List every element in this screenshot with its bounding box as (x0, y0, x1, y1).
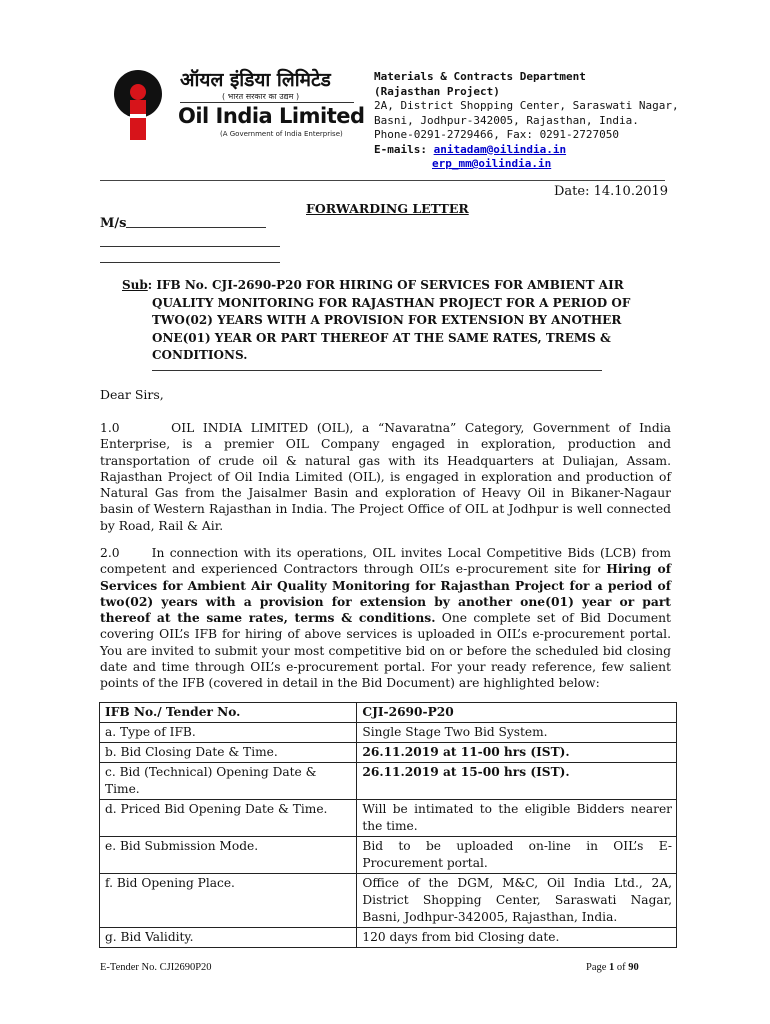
subject-first-line (122, 277, 642, 295)
subject-label: Sub (122, 278, 148, 292)
table-cell-label: f. Bid Opening Place. (100, 874, 357, 928)
letter-date: Date: 14.10.2019 (554, 184, 669, 199)
table-cell-value: 26.11.2019 at 11-00 hrs (IST). (357, 743, 677, 763)
footer-tender-no: E-Tender No. CJI2690P20 (100, 962, 212, 973)
table-cell-label: c. Bid (Technical) Opening Date & Time. (100, 763, 357, 800)
table-cell-label: IFB No./ Tender No. (100, 703, 357, 723)
subject-block (122, 277, 642, 365)
page-number: Page 1 of 90 (586, 962, 639, 973)
table-cell-value: Single Stage Two Bid System. (357, 723, 677, 743)
subject-line-1: : IFB No. CJI-2690-P20 FOR HIRING OF SERVICES FOR AMBIENT AIR (147, 278, 624, 292)
company-tagline-hindi: ( भारत सरकार का उद्यम ) (222, 92, 300, 101)
paragraph-2-bold: Hiring of Services for Ambient Air Quality Monitoring for Rajasthan Project for a period of two(02) years with a provision for extension by another one(01) year or part thereof at the same rates, terms & conditions. (100, 561, 676, 626)
email-link-2[interactable]: erp_mm@oilindia.in (432, 157, 552, 170)
letter-title: FORWARDING LETTER (306, 201, 469, 216)
table-cell-value: 26.11.2019 at 15-00 hrs (IST). (357, 763, 677, 800)
emails-row-2 (374, 157, 679, 172)
table-cell-value: 120 days from bid Closing date. (357, 928, 677, 948)
paragraph-2-lead: 2.0 In connection with its operations, OIL invites Local Competitive Bids (LCB) from competent and experienced Contractors through OIL’s e-procurement site for (100, 546, 675, 577)
table-cell-label: b. Bid Closing Date & Time. (100, 743, 357, 763)
company-tagline: (A Government of India Enterprise) (220, 130, 343, 138)
salutation: Dear Sirs, (100, 387, 164, 402)
table-row (100, 703, 677, 723)
project-name: (Rajasthan Project) (374, 84, 500, 98)
address-blank-line (100, 262, 280, 263)
address-blank-line (100, 246, 280, 247)
table-row (100, 723, 677, 743)
paragraph-2 (100, 545, 676, 692)
oil-india-logo-icon (108, 68, 172, 140)
table-row (100, 763, 677, 800)
department-address (374, 70, 679, 172)
department-name: Materials & Contracts Department (374, 70, 586, 83)
address-line-2: Basni, Jodhpur-342005, Rajasthan, India. (374, 113, 639, 127)
address-line-1: 2A, District Shopping Center, Saraswati Nagar, (374, 99, 679, 112)
paragraph-2-tail: One complete set of Bid Document covering OIL’s IFB for hiring of above services is uploaded in OIL’s e-procurement portal. You are invited to submit your most competitive bid on or before the scheduled bid closing date and time through OIL’s e-procurement portal. For your ready reference, few salient points of the IFB (covered in detail in the Bid Document) are highlighted below: (100, 611, 675, 691)
emails-row (374, 143, 679, 158)
company-logo (108, 66, 365, 146)
table-cell-value: CJI-2690-P20 (357, 703, 677, 723)
logo-divider (180, 102, 354, 103)
email-link-1[interactable]: anitadam@oilindia.in (433, 142, 567, 156)
table-row (100, 743, 677, 763)
table-cell-value: Bid to be uploaded on-line in OIL’s E-Procurement portal. (357, 837, 677, 874)
emails-label: E-mails: (374, 142, 427, 156)
ifb-details-table (99, 702, 677, 948)
subject-text: QUALITY MONITORING FOR RAJASTHAN PROJECT FOR A PERIOD OF TWO(02) YEARS WITH A PROVISION FOR EXTENSION BY ANOTHER ONE(01) YEAR OR PART THEREOF AT THE SAME RATES, TREMS & CONDITIONS. (152, 295, 631, 362)
paragraph-1: 1.0 OIL INDIA LIMITED (OIL), a “Navaratna” Category, Government of India Enterprise, is a premier OIL Company engaged in exploration, production and transportation of crude oil & natural gas with its Headquarters at Duliajan, Assam. Rajasthan Project of Oil India Limited (OIL), is engaged in exploration and production of Natural Gas from the Jaisalmer Basin and exploration of Heavy Oil in Bikaner-Nagaur basin of Western Rajasthan in India. The Project Office of OIL at Jodhpur is well connected by Road, Rail & Air. (100, 421, 675, 533)
table-cell-label: d. Priced Bid Opening Date & Time. (100, 800, 357, 837)
header-divider (100, 180, 665, 181)
company-name: Oil India Limited (178, 104, 365, 128)
table-cell-label: e. Bid Submission Mode. (100, 837, 357, 874)
table-row (100, 837, 677, 874)
table-row (100, 928, 677, 948)
table-cell-label: g. Bid Validity. (100, 928, 357, 948)
table-row (100, 800, 677, 837)
addressee-blank (126, 226, 266, 228)
table-cell-value: Will be intimated to the eligible Bidders nearer the time. (357, 800, 677, 837)
table-cell-value: Office of the DGM, M&C, Oil India Ltd., 2A, District Shopping Center, Saraswati Nagar, Basni, Jodhpur-342005, Rajasthan, India. (357, 874, 677, 928)
table-cell-label: a. Type of IFB. (100, 723, 357, 743)
company-name-hindi: ऑयल इंडिया लिमिटेड (180, 69, 331, 91)
phone-fax: Phone-0291-2729466, Fax: 0291-2727050 (374, 128, 620, 141)
table-row (100, 874, 677, 928)
subject-underline (152, 370, 602, 371)
addressee-label: M/s (100, 216, 266, 231)
